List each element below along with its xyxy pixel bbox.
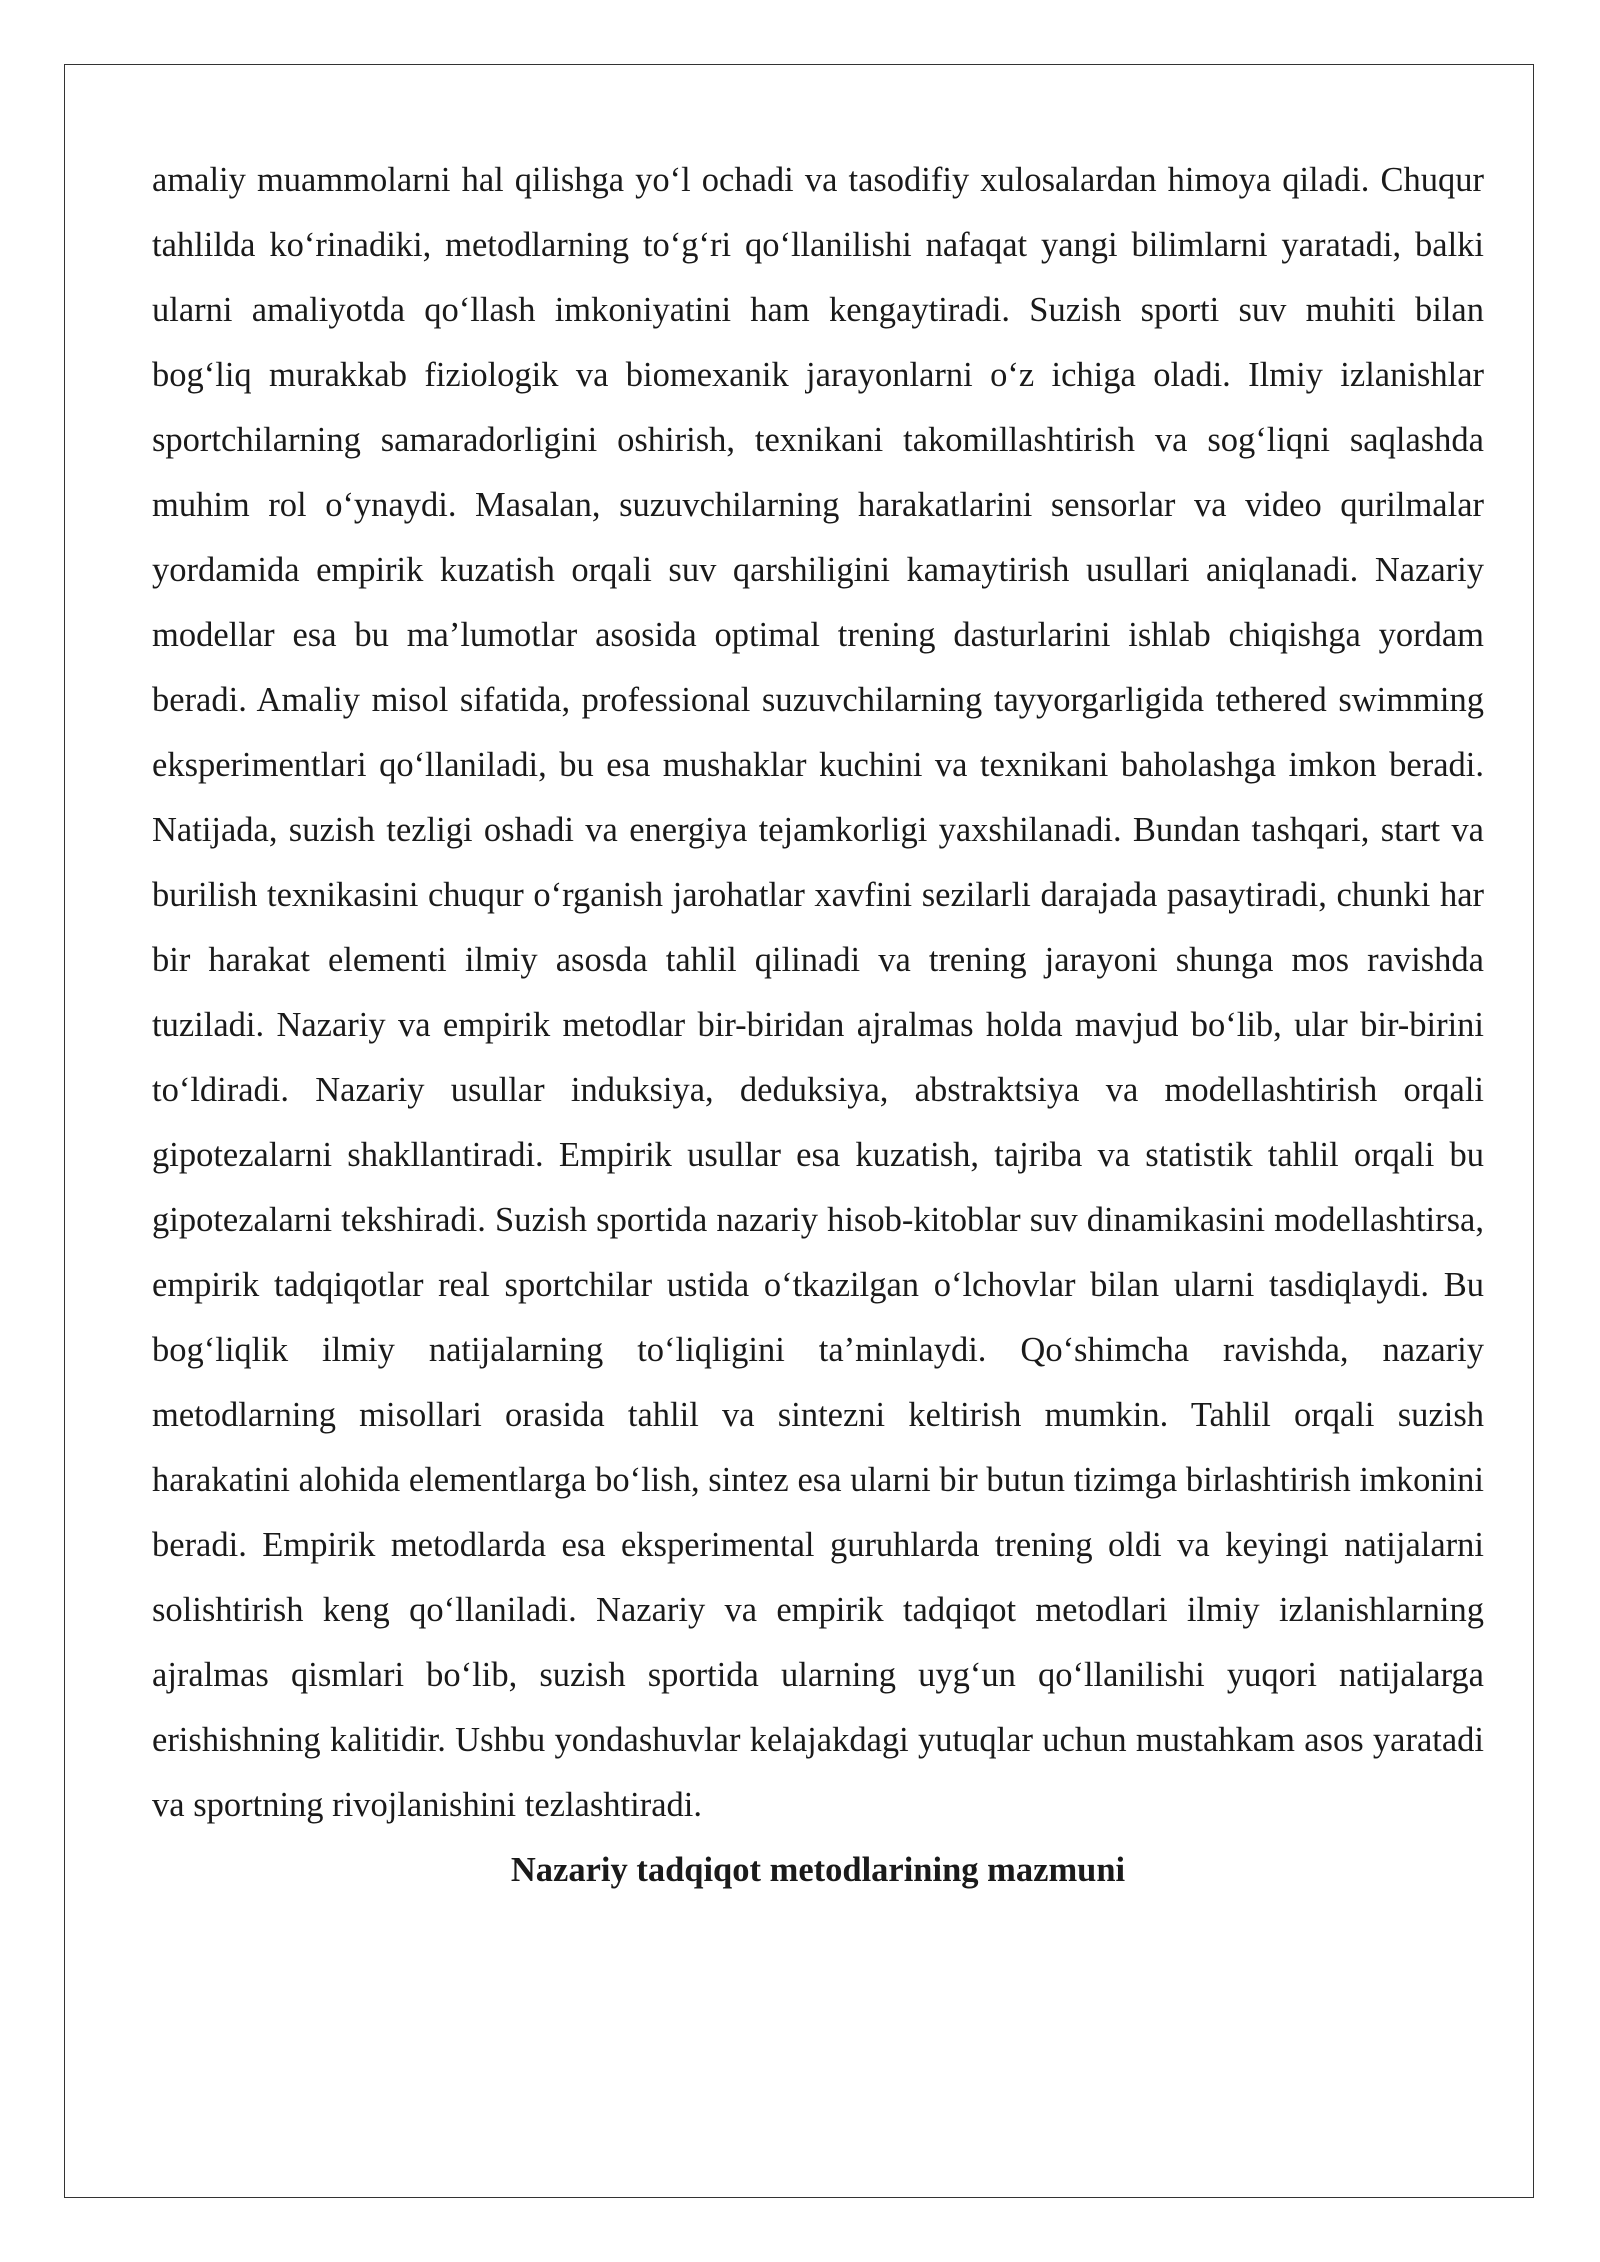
body-paragraph: amaliy muammolarni hal qilishga yo‘l ochadi va tasodifiy xulosalardan himoya qiladi. Chuqur tahlilda ko‘rinadiki, metodlarning to‘g‘ri qo‘llanilishi nafaqat yangi bilimlarni yaratadi, balki ularni amaliyotda qo‘llash imkoniyatini ham kengaytiradi. Suzish sporti suv muhiti bilan bog‘liq murakkab fiziologik va biomexanik jarayonlarni o‘z ichiga oladi. Ilmiy izlanishlar sportchilarning samaradorligini oshirish, texnikani takomillashtirish va sog‘liqni saqlashda muhim rol o‘ynaydi. Masalan, suzuvchilarning harakatlarini sensorlar va video qurilmalar yordamida empirik kuzatish orqali suv qarshiligini kamaytirish usullari aniqlanadi. Nazariy modellar esa bu ma’lumotlar asosida optimal trening dasturlarini ishlab chiqishga yordam beradi. Amaliy misol sifatida, professional suzuvchilarning tayyorgarligida tethered swimming eksperimentlari qo‘llaniladi, bu esa mushaklar kuchini va texnikani baholashga imkon beradi. Natijada, suzish tezligi oshadi va energiya tejamkorligi yaxshilanadi. Bundan tashqari, start va burilish texnikasini chuqur o‘rganish jarohatlar xavfini sezilarli darajada pasaytiradi, chunki har bir harakat elementi ilmiy asosda tahlil qilinadi va trening jarayoni shunga mos ravishda tuziladi. Nazariy va empirik metodlar bir-biridan ajralmas holda mavjud bo‘lib, ular bir-birini to‘ldiradi. Nazariy usullar induksiya, deduksiya, abstraktsiya va modellashtirish orqali gipotezalarni shakllantiradi. Empirik usullar esa kuzatish, tajriba va statistik tahlil orqali bu gipotezalarni tekshiradi. Suzish sportida nazariy hisob-kitoblar suv dinamikasini modellashtirsa, empirik tadqiqotlar real sportchilar ustida o‘tkazilgan o‘lchovlar bilan ularni tasdiqlaydi. Bu bog‘liqlik ilmiy natijalarning to‘liqligini ta’minlaydi. Qo‘shimcha ravishda, nazariy metodlarning misollari orasida tahlil va sintezni keltirish mumkin. Tahlil orqali suzish harakatini alohida elementlarga bo‘lish, sintez esa ularni bir butun tizimga birlashtirish imkonini beradi. Empirik metodlarda esa eksperimental guruhlarda trening oldi va keyingi natijalarni solishtirish keng qo‘llaniladi. Nazariy va empirik tadqiqot metodlari ilmiy izlanishlarning ajralmas qismlari bo‘lib, suzish sportida ularning uyg‘un qo‘llanilishi yuqori natijalarga erishishning kalitidir. Ushbu yondashuvlar kelajakdagi yutuqlar uchun mustahkam asos yaratadi va sportning rivojlanishini tezlashtiradi. [152,161,1484,1824]
section-heading: Nazariy tadqiqot metodlarining mazmuni [510,1851,1126,1889]
document-content [152,148,1484,1903]
